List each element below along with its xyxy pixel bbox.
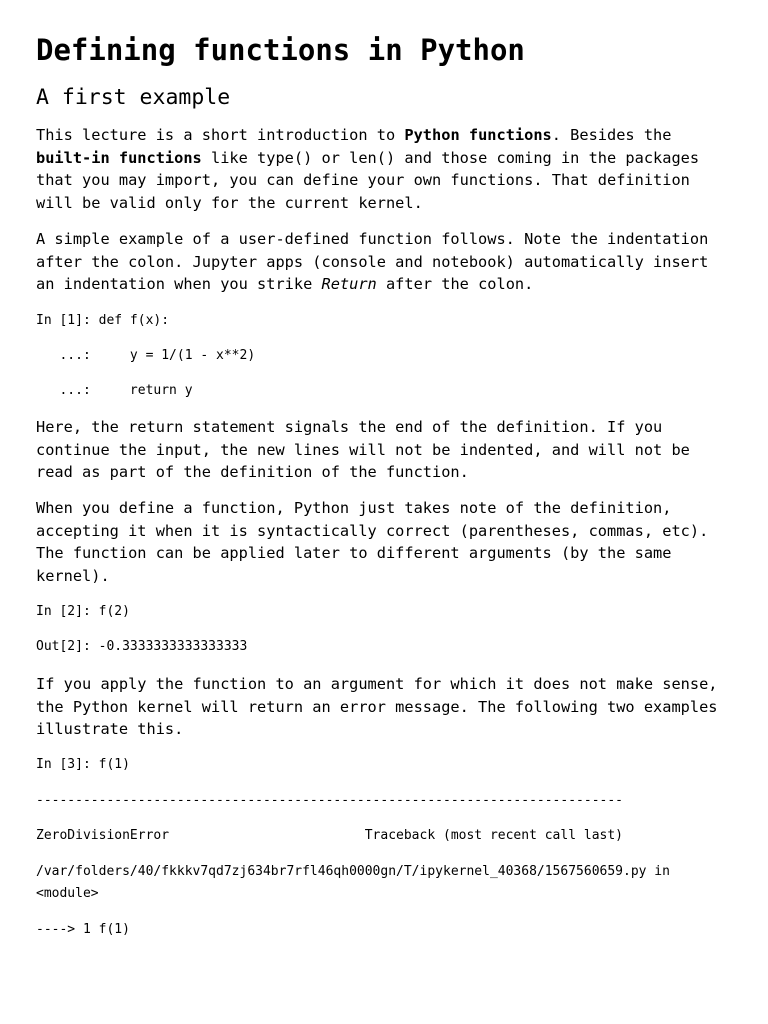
traceback-arrow-line: ----> 1 f(1) — [36, 922, 130, 937]
example-line-1: A simple example of a user-defined function follows. Note the indentation — [36, 230, 709, 248]
error-line-3: illustrate this. — [36, 720, 184, 738]
section-heading: A first example — [36, 85, 231, 110]
define-line-4: kernel). — [36, 566, 110, 585]
python-functions-term: Python functions — [404, 126, 552, 144]
define-line-1: When you define a function, Python just takes note of the definition, — [36, 499, 672, 517]
example-line-3 — [36, 273, 736, 296]
return-paragraph — [36, 416, 736, 484]
traceback-module: <module> — [36, 886, 99, 901]
return-line-1: Here, the return statement signals the end of the definition. If you — [36, 418, 663, 436]
traceback-error-header: ZeroDivisionError Traceback (most recent call last) — [36, 828, 623, 843]
return-line-2: continue the input, the new lines will not be indented, and will not be — [36, 440, 690, 459]
built-in-functions-term: built-in functions — [36, 148, 202, 167]
intro-paragraph — [36, 124, 736, 214]
error-line-2: the Python kernel will return an error message. The following two examples — [36, 697, 718, 716]
code-cell-1-line-2: ...: y = 1/(1 - x**2) — [36, 348, 256, 363]
traceback-separator: --------------------------------------------------------------------------- — [36, 793, 623, 808]
example-text: after the colon. — [376, 275, 534, 293]
page-title: Defining functions in Python — [36, 33, 525, 67]
code-cell-2-input: In [2]: f(2) — [36, 604, 130, 619]
intro-line-1 — [36, 124, 736, 147]
intro-text: . Besides the — [551, 126, 672, 144]
traceback-path: /var/folders/40/fkkkv7qd7zj634br7rfl46qh0000gn/T/ipykernel_40368/1567560659.py in — [36, 864, 670, 879]
error-paragraph — [36, 673, 736, 741]
intro-line-4: will be valid only for the current kernel. — [36, 193, 423, 212]
intro-text: like type() or len() and those coming in the packages — [201, 148, 700, 167]
return-key-term: Return — [321, 275, 377, 293]
define-paragraph — [36, 497, 736, 587]
define-line-2: accepting it when it is syntactically correct (parentheses, commas, etc). — [36, 521, 709, 540]
intro-line-3: that you may import, you can define your own functions. That definition — [36, 171, 690, 189]
return-line-3: read as part of the definition of the function. — [36, 463, 469, 481]
define-line-3: The function can be applied later to different arguments (by the same — [36, 544, 672, 562]
error-line-1: If you apply the function to an argument for which it does not make sense, — [36, 675, 718, 693]
example-line-2: after the colon. Jupyter apps (console and notebook) automatically insert — [36, 252, 709, 271]
code-cell-2-output: Out[2]: -0.3333333333333333 — [36, 639, 248, 654]
example-text: an indentation when you strike — [36, 275, 322, 293]
example-intro-paragraph — [36, 228, 736, 296]
code-cell-3-input: In [3]: f(1) — [36, 757, 130, 772]
intro-line-2 — [36, 147, 736, 170]
code-cell-1-line-3: ...: return y — [36, 383, 193, 398]
code-cell-1-line-1: In [1]: def f(x): — [36, 313, 170, 328]
intro-text: This lecture is a short introduction to — [36, 126, 405, 144]
